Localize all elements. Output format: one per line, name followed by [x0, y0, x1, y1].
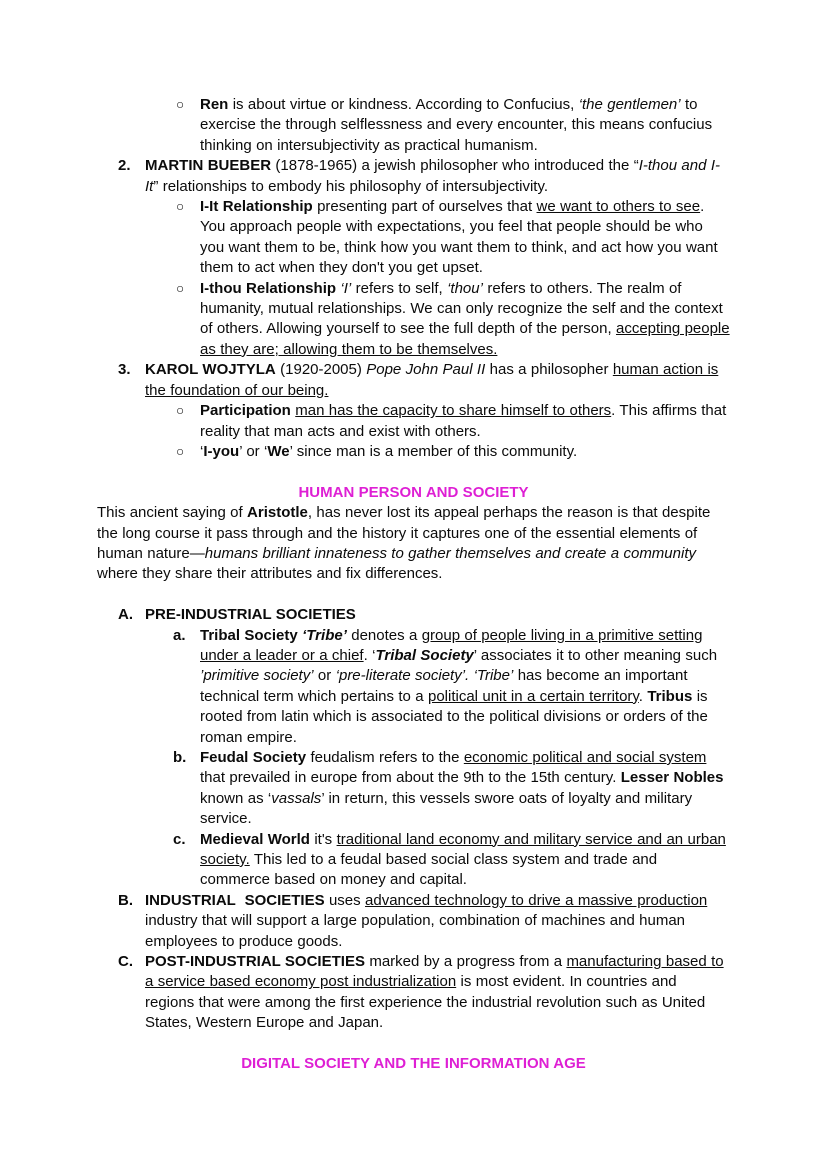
- list-marker: 2.: [118, 157, 131, 175]
- list-item: [97, 952, 730, 1034]
- list-item-text: POST-INDUSTRIAL SOCIETIES marked by a progress from a manufacturing based to a service based economy post industrialization is most evident. In countries and regions that were among the first experience the industrial revolution such as United States, Western Europe and Japan.: [145, 953, 724, 1032]
- bullet-marker: ○: [176, 199, 185, 215]
- list-item-text: I-It Relationship presenting part of ourselves that we want to others to see. You approach people with expectations, you feel that people should be who you want them to be, think how you want them to think, and act how you want them to act when they don't you get upset.: [200, 198, 718, 277]
- bullet-marker: ○: [176, 403, 185, 419]
- list-marker: a.: [173, 626, 186, 644]
- list-item: [97, 891, 730, 952]
- list-item: [97, 626, 730, 748]
- list-item: [97, 279, 730, 361]
- bullet-marker: ○: [176, 443, 185, 459]
- list-item: [97, 197, 730, 279]
- list-item: [97, 360, 730, 401]
- list-item-text: PRE-INDUSTRIAL SOCIETIES: [145, 606, 356, 624]
- list-item: [97, 605, 730, 625]
- list-item: [97, 748, 730, 830]
- blank-line: [97, 1034, 730, 1054]
- list-item-text: I-thou Relationship ‘I’ refers to self, ‘thou’ refers to others. The realm of humanity, mutual relationships. We can only recognize the self and the context of others. Allowing yourself to see the full depth of the person, accepting people as they are; allowing them to be themselves.: [200, 279, 730, 358]
- list-marker: 3.: [118, 361, 131, 379]
- list-marker: C.: [118, 953, 133, 971]
- list-item-text: MARTIN BUEBER (1878-1965) a jewish philosopher who introduced the “I-thou and I-It” relationships to embody his philosophy of intersubjectivity.: [145, 157, 720, 195]
- list-item: [97, 401, 730, 442]
- list-item-text: KAROL WOJTYLA (1920-2005) Pope John Paul II has a philosopher human action is the foundation of our being.: [145, 361, 719, 399]
- list-marker: b.: [173, 748, 187, 766]
- list-item-text: Tribal Society ‘Tribe’ denotes a group of people living in a primitive setting under a leader or a chief. ‘Tribal Society’ associates it to other meaning such ’primitive society’ or ‘pre-literate society’. ‘Tribe’ has become an important technical term which pertains to a political unit in a certain territory. Tribus is rooted from latin which is associated to the political divisions or orders of the roman empire.: [200, 626, 718, 746]
- list-item: [97, 442, 730, 462]
- blank-line: [97, 462, 730, 482]
- list-item: [97, 156, 730, 197]
- section-heading: DIGITAL SOCIETY AND THE INFORMATION AGE: [241, 1055, 586, 1073]
- paragraph: [97, 503, 730, 585]
- list-marker: A.: [118, 606, 133, 624]
- blank-line: [97, 585, 730, 605]
- list-item-text: INDUSTRIAL SOCIETIES uses advanced technology to drive a massive production industry that will support a large population, combination of machines and human employees to produce goods.: [145, 891, 708, 950]
- list-item-text: Participation man has the capacity to share himself to others. This affirms that reality that man acts and exist with others.: [200, 402, 727, 440]
- bullet-marker: ○: [176, 97, 185, 112]
- document-body: [97, 95, 730, 1074]
- list-item-text: Ren is about virtue or kindness. According to Confucius, ‘the gentlemen’ to exercise the through selflessness and every encounter, this means confucius thinking on intersubjectivity as practical humanism.: [200, 96, 713, 154]
- paragraph-text: This ancient saying of Aristotle, has never lost its appeal perhaps the reason is that despite the long course it pass through and the history it captures one of the essential elements of human nature—humans brilliant innateness to gather themselves and create a community where they share their attributes and fix differences.: [97, 504, 711, 583]
- list-marker: c.: [173, 830, 186, 848]
- list-item-text: Medieval World it's traditional land economy and military service and an urban society. This led to a feudal based social class system and trade and commerce based on money and capital.: [200, 830, 726, 889]
- bullet-marker: ○: [176, 280, 185, 296]
- list-item: [97, 95, 730, 156]
- section-heading: HUMAN PERSON AND SOCIETY: [298, 483, 529, 501]
- list-item: [97, 830, 730, 891]
- list-marker: B.: [118, 891, 133, 909]
- list-item-text: ‘I-you’ or ‘We’ since man is a member of this community.: [200, 442, 578, 460]
- list-item-text: Feudal Society feudalism refers to the economic political and social system that prevailed in europe from about the 9th to the 15th century. Lesser Nobles known as ‘vassals’ in return, this vessels swore oats of loyalty and military service.: [200, 748, 724, 828]
